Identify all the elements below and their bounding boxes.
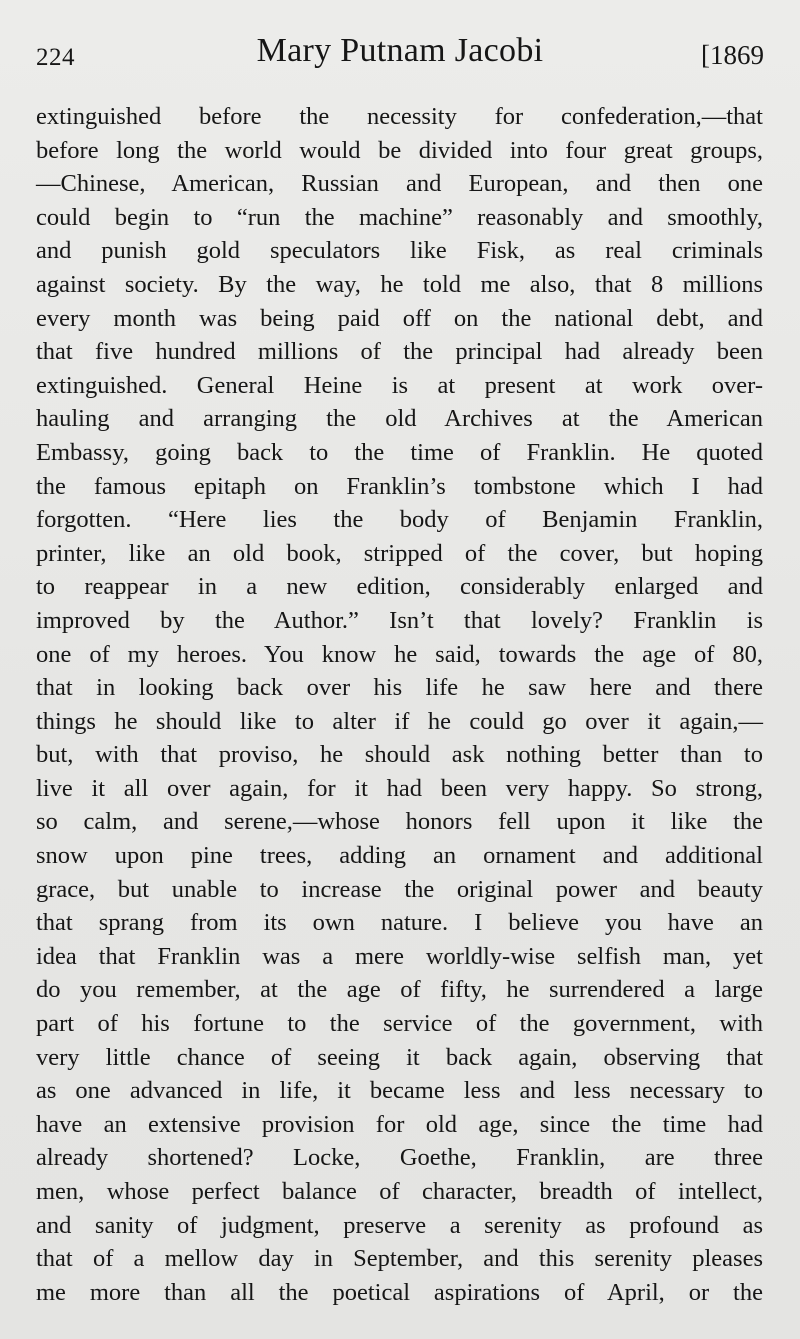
text-line: extinguished before the necessity for confederation,—that [36,103,763,130]
text-line: printer, like an old book, stripped of the cover, but hoping [36,539,763,567]
body-text [36,100,763,1309]
text-line: forgotten. “Here lies the body of Benjamin Franklin, [36,506,763,534]
text-line: that of a mellow day in September, and this serenity pleases [36,1245,763,1273]
text-line: could begin to “run the machine” reasonably and smoothly, [36,203,763,231]
text-line: that sprang from its own nature. I believe you have an [36,909,763,937]
text-line: have an extensive provision for old age, since the time had [36,1110,763,1138]
text-line: but, with that proviso, he should ask nothing better than to [36,741,763,769]
page-number: 224 [36,44,75,71]
running-title: Mary Putnam Jacobi [256,32,544,69]
text-line: one of my heroes. You know he said, towards the age of 80, [36,640,763,668]
text-line: that five hundred millions of the principal had already been [36,338,763,366]
text-line: already shortened? Locke, Goethe, Franklin, are three [36,1144,763,1172]
text-line: men, whose perfect balance of character, breadth of intellect, [36,1178,763,1205]
text-line: hauling and arranging the old Archives at the American [36,405,763,433]
text-line: live it all over again, for it had been very happy. So strong, [36,774,763,802]
text-line: as one advanced in life, it became less and less necessary to [36,1077,763,1105]
text-line: snow upon pine trees, adding an ornament and additional [36,842,763,870]
text-line: the famous epitaph on Franklin’s tombstone which I had [36,472,763,500]
text-line: idea that Franklin was a mere worldly-wise selfish man, yet [36,942,763,970]
text-line: me more than all the poetical aspirations of April, or the [36,1278,763,1306]
text-line: and sanity of judgment, preserve a serenity as profound as [36,1211,763,1239]
text-line: part of his fortune to the service of the government, with [36,1010,763,1038]
text-line: to reappear in a new edition, considerably enlarged and [36,573,763,601]
text-line: and punish gold speculators like Fisk, as real criminals [36,237,763,265]
running-year: [1869 [701,40,764,70]
text-line: extinguished. General Heine is at present at work over- [36,371,763,399]
text-line: improved by the Author.” Isn’t that lovely? Franklin is [36,606,763,634]
text-line: grace, but unable to increase the original power and beauty [36,875,763,903]
text-line: do you remember, at the age of fifty, he surrendered a large [36,976,763,1004]
text-line: before long the world would be divided into four great groups, [36,136,763,164]
running-head [36,32,764,82]
text-line: so calm, and serene,—whose honors fell upon it like the [36,808,763,836]
text-line: very little chance of seeing it back again, observing that [36,1043,763,1071]
text-line: things he should like to alter if he could go over it again,— [36,707,763,735]
text-line: every month was being paid off on the national debt, and [36,304,763,332]
text-line: against society. By the way, he told me also, that 8 millions [36,270,763,298]
text-line: Embassy, going back to the time of Franklin. He quoted [36,438,763,466]
text-line: that in looking back over his life he saw here and there [36,674,763,702]
text-line: —Chinese, American, Russian and European, and then one [36,170,763,198]
